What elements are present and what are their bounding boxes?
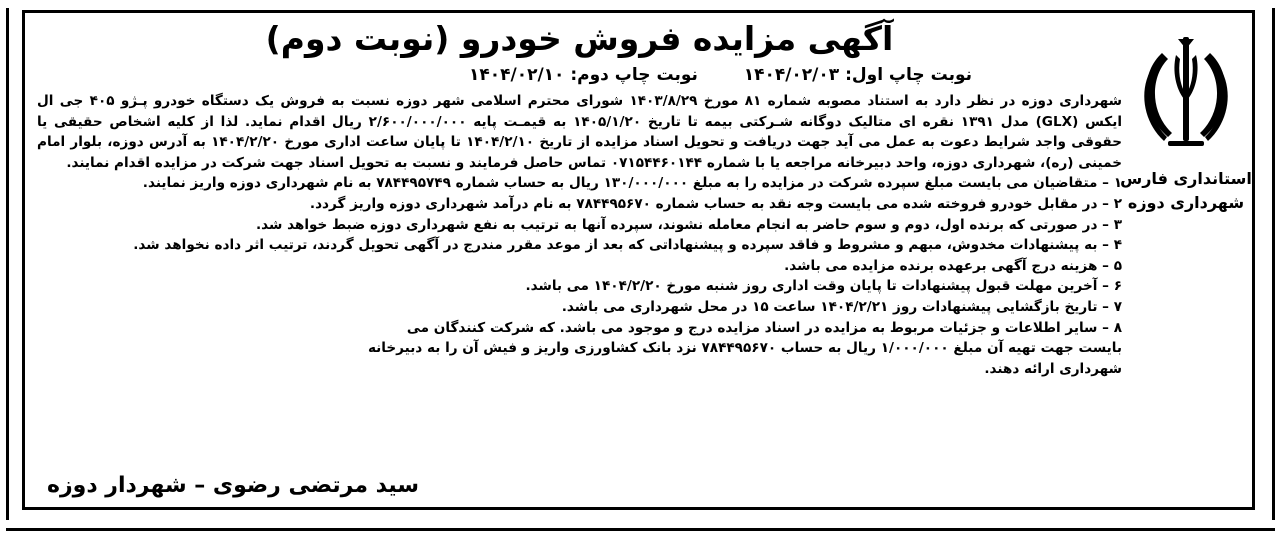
condition-item: ۸ – سایر اطلاعات و جزئیات مربوط به مزایده در اسناد مزایده درج و موجود می باشد. که شرکت کنندگان می بایست جهت تهیه آن مبلغ ۱/۰۰۰/۰۰۰ ریال به حساب ۷۸۴۴۹۵۶۷۰ نزد بانک کشاورزی واریز و فیش آن را به دبیرخانه شهرداری ارائه دهند. <box>367 319 1122 377</box>
iran-emblem-icon <box>1138 33 1234 153</box>
org-province: استانداری فارس <box>1120 169 1252 188</box>
intro-paragraph: شهرداری دوزه در نظر دارد به استناد مصوبه شماره ۸۱ مورخ ۱۴۰۳/۸/۲۹ شورای محترم اسلامی شهر دوزه نسبت به فروش یک دستگاه خودرو پـژو ۴۰۵ جی ال ایکس (GLX) مدل ۱۳۹۱ نقره ای متالیک دوگانه شـرکتی بیمه تا تاریخ ۱۴۰۵/۱/۲۰ به قیمـت پایه ۲/۶۰۰/۰۰۰/۰۰۰ ریال اقدام نماید. لذا از کلیه اشخاص حقیقی یا حقوقی واجد شرایط دعوت به عمل می آید جهت دریافت و تحویل اسناد مزایده از تاریخ ۱۴۰۴/۲/۱۰ تا پایان ساعت اداری مورخ ۱۴۰۴/۲/۲۰ به آدرس دوزه، بلوار امام خمینی (ره)، شهرداری دوزه، واحد دبیرخانه مراجعه یا با شماره ۰۷۱۵۴۴۶۰۱۴۴ تماس حاصل فرمایند و نسبت به تحویل اسناد جهت شرکت در مزایده اقدام نمایند. <box>37 93 1123 171</box>
notice-title: آگهی مزایده فروش خودرو (نوبت دوم) <box>265 19 894 58</box>
first-print-date: نوبت چاپ اول: ۱۴۰۴/۰۲/۰۳ <box>743 65 972 85</box>
org-municipality: شهرداری دوزه <box>1127 193 1245 212</box>
condition-item: ۳ – در صورتی که برنده اول، دوم و سوم حاضر به انجام معامله نشوند، سپرده آنها به ترتیب به نفع شهرداری دوزه ضبط خواهد شد. <box>255 216 1122 233</box>
right-divider <box>1272 8 1275 520</box>
conditions-list <box>37 173 1122 379</box>
signature: سید مرتضی رضوی – شهردار دوزه <box>47 473 419 498</box>
left-divider <box>6 8 9 520</box>
second-print-date: نوبت چاپ دوم: ۱۴۰۴/۰۲/۱۰ <box>468 65 698 85</box>
issuing-organization <box>1120 167 1252 215</box>
notice-content <box>37 17 1122 379</box>
condition-item: ۶ – آخرین مهلت قبول پیشنهادات تا پایان وقت اداری روز شنبه مورخ ۱۴۰۴/۲/۲۰ می باشد. <box>525 278 1122 295</box>
print-dates <box>37 61 1122 89</box>
condition-item: ۷ – تاریخ بازگشایی پیشنهادات روز ۱۴۰۴/۲/۲۱ ساعت ۱۵ در محل شهرداری می باشد. <box>561 298 1122 315</box>
condition-item: ۴ – به پیشنهادات مخدوش، مبهم و مشروط و فاقد سپرده و پیشنهاداتی که بعد از موعد مقرر مندرج در آگهی تحویل گردند، ترتیب اثر داده نخواهد شد. <box>133 237 1122 254</box>
condition-item: ۱ – متقاضیان می بایست مبلغ سپرده شرکت در مزایده را به مبلغ ۱۳۰/۰۰۰/۰۰۰ ریال به حساب شماره ۷۸۴۴۹۵۷۴۹ به نام شهرداری دوزه واریز نمایند. <box>142 175 1122 192</box>
condition-item: ۲ – در مقابل خودرو فروخته شده می بایست وجه نقد به حساب شماره ۷۸۴۴۹۵۶۷۰ به نام درآمد شهرداری دوزه واریز گردد. <box>309 195 1122 212</box>
notice-frame <box>22 10 1255 510</box>
condition-item: ۵ – هزینه درج آگهی برعهده برنده مزایده می باشد. <box>784 257 1122 274</box>
bottom-divider <box>6 528 1275 531</box>
header-emblem-column <box>1120 33 1252 243</box>
